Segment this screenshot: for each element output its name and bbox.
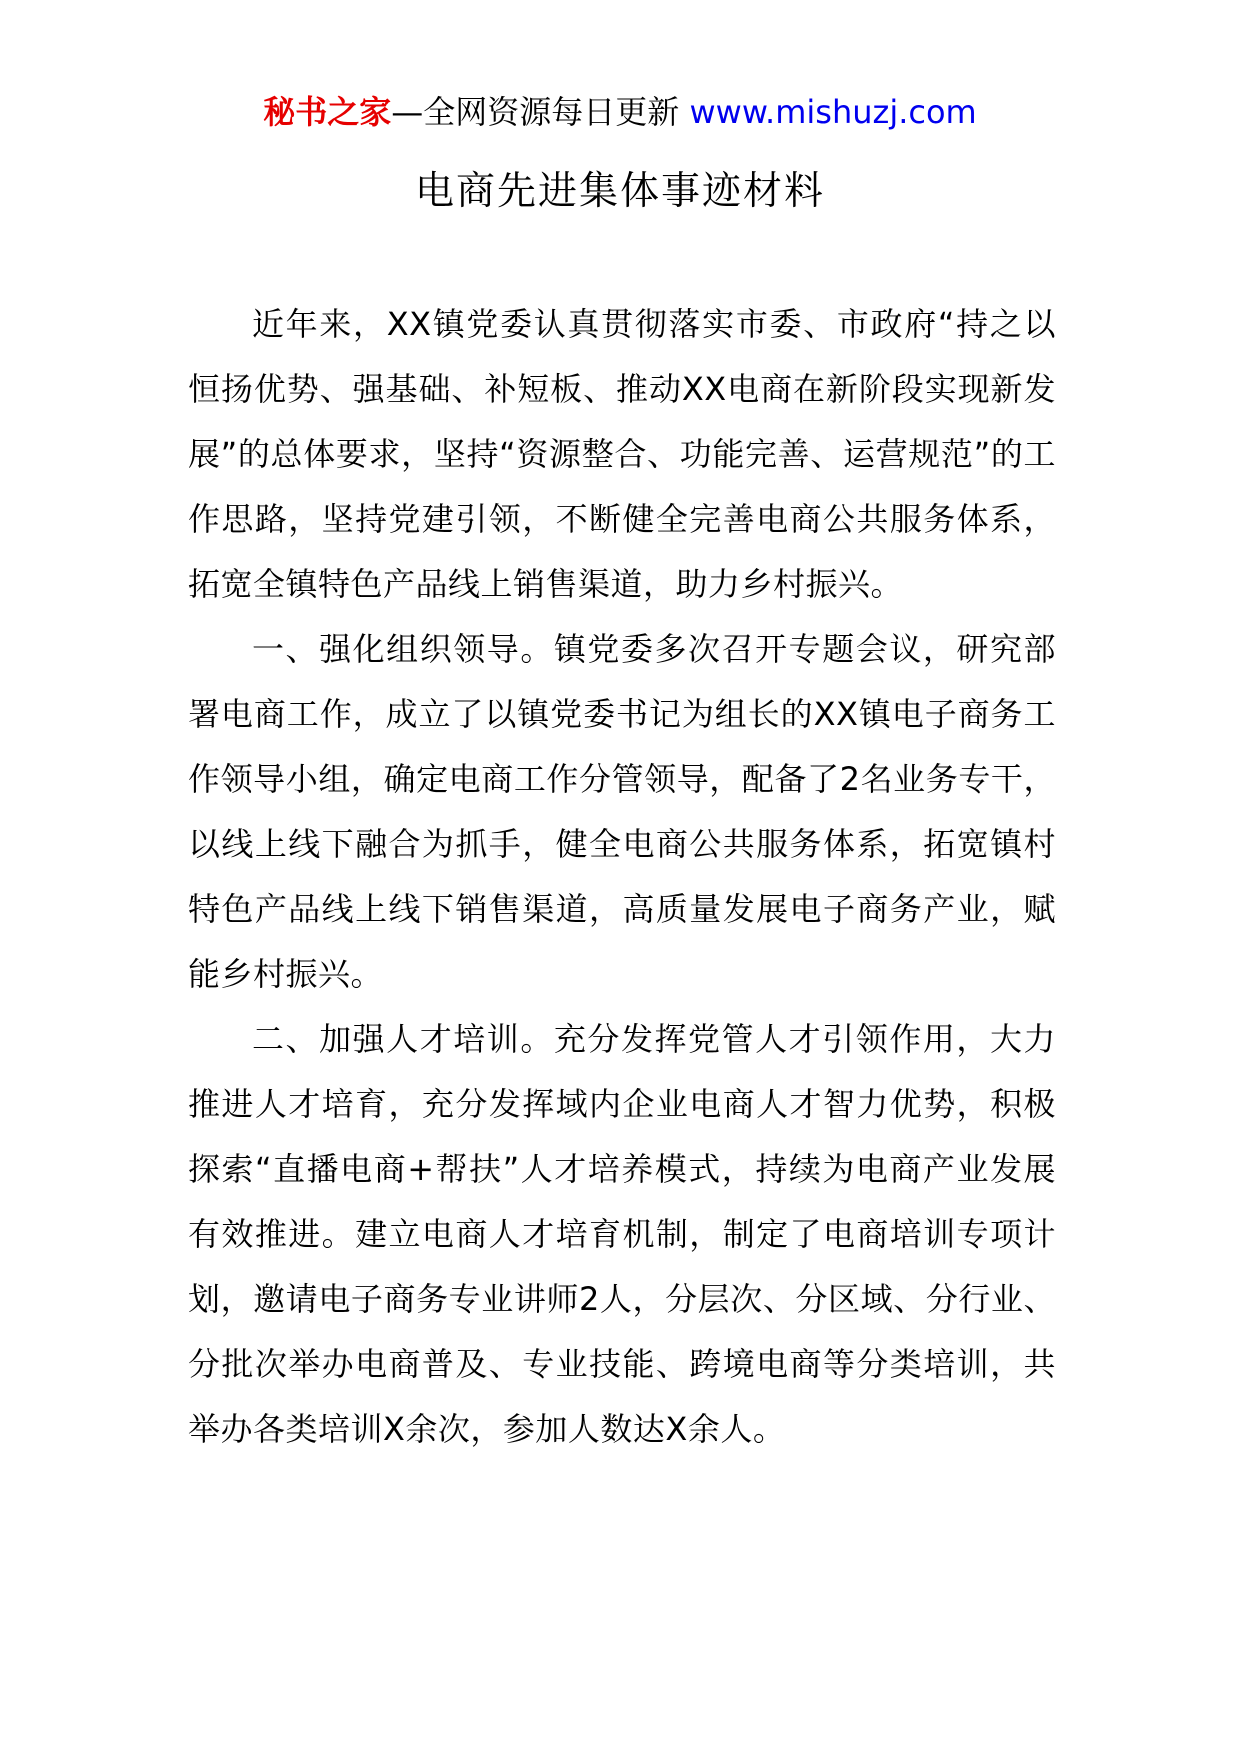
site-header-banner xyxy=(0,92,1240,132)
site-url-link[interactable]: www.mishuzj.com xyxy=(689,93,977,131)
intro-paragraph: 近年来，XX镇党委认真贯彻落实市委、市政府“持之以恒扬优势、强基础、补短板、推动XX电商在新阶段实现新发展”的总体要求，坚持“资源整合、功能完善、运营规范”的工作思路，坚持党建引领，不断健全完善电商公共服务体系，拓宽全镇特色产品线上销售渠道，助力乡村振兴。 xyxy=(188,305,1056,603)
section-2-paragraph: 二、加强人才培训。充分发挥党管人才引领作用，大力推进人才培育，充分发挥域内企业电商人才智力优势，积极探索“直播电商+帮扶”人才培养模式，持续为电商产业发展有效推进。建立电商人才培育机制，制定了电商培训专项计划，邀请电子商务专业讲师2人，分层次、分区域、分行业、分批次举办电商普及、专业技能、跨境电商等分类培训，共举办各类培训X余次，参加人数达X余人。 xyxy=(188,1020,1056,1448)
site-brand-name: 秘书之家 xyxy=(263,93,392,131)
site-tagline: —全网资源每日更新 xyxy=(391,93,690,131)
document-title: 电商先进集体事迹材料 xyxy=(414,169,825,214)
document-body xyxy=(188,292,1056,1462)
section-1-paragraph: 一、强化组织领导。镇党委多次召开专题会议，研究部署电商工作，成立了以镇党委书记为组长的XX镇电子商务工作领导小组，确定电商工作分管领导，配备了2名业务专干，以线上线下融合为抓手，健全电商公共服务体系，拓宽镇村特色产品线上线下销售渠道，高质量发展电子商务产业，赋能乡村振兴。 xyxy=(188,630,1056,993)
